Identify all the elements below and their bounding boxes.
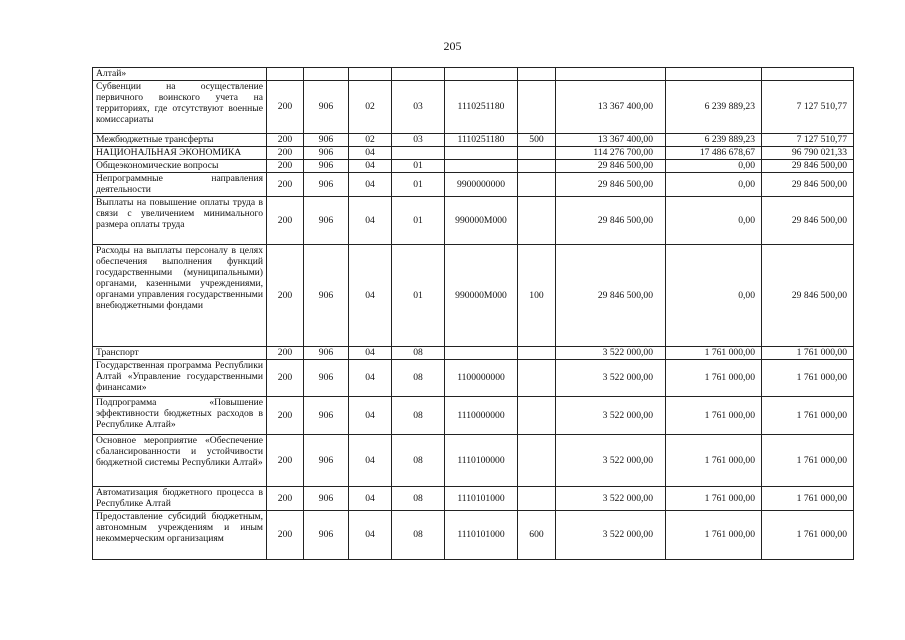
expense-type-cell — [518, 147, 556, 160]
expense-type-cell — [518, 173, 556, 197]
amount-2-cell: 17 486 678,67 — [666, 147, 762, 160]
subsection-code-cell: 03 — [392, 81, 445, 134]
amount-2-cell: 1 761 000,00 — [666, 397, 762, 435]
table-row — [93, 245, 854, 347]
row-name-cell: Транспорт — [93, 347, 267, 360]
amount-2-cell: 6 239 889,23 — [666, 81, 762, 134]
target-article-cell: 990000М000 — [445, 245, 518, 347]
ministry-code-cell: 906 — [304, 173, 349, 197]
amount-1-cell — [556, 68, 666, 81]
subsection-code-cell: 08 — [392, 360, 445, 397]
subsection-code-cell — [392, 68, 445, 81]
admin-code-cell: 200 — [267, 511, 304, 560]
row-name-cell: Расходы на выплаты персоналу в целях обеспечения выполнения функций государственными (муниципальными) органами, казенными учреждениями, органами управления государственными внебюджетными фондами — [93, 245, 267, 347]
section-code-cell: 04 — [349, 173, 392, 197]
subsection-code-cell: 01 — [392, 173, 445, 197]
admin-code-cell — [267, 68, 304, 81]
table-row — [93, 134, 854, 147]
expense-type-cell — [518, 197, 556, 245]
amount-2-cell: 1 761 000,00 — [666, 487, 762, 511]
amount-2-cell: 1 761 000,00 — [666, 347, 762, 360]
section-code-cell: 04 — [349, 197, 392, 245]
ministry-code-cell: 906 — [304, 81, 349, 134]
expense-type-cell — [518, 347, 556, 360]
table-row — [93, 360, 854, 397]
admin-code-cell: 200 — [267, 245, 304, 347]
row-name-cell: Субвенции на осуществление первичного воинского учета на территориях, где отсутствуют военные комиссариаты — [93, 81, 267, 134]
expense-type-cell: 100 — [518, 245, 556, 347]
expense-type-cell: 500 — [518, 134, 556, 147]
admin-code-cell: 200 — [267, 487, 304, 511]
admin-code-cell: 200 — [267, 173, 304, 197]
row-name-cell: Государственная программа Республики Алтай «Управление государственными финансами» — [93, 360, 267, 397]
amount-2-cell: 0,00 — [666, 245, 762, 347]
section-code-cell: 04 — [349, 397, 392, 435]
amount-2-cell: 1 761 000,00 — [666, 360, 762, 397]
amount-3-cell: 1 761 000,00 — [762, 347, 854, 360]
target-article-cell: 9900000000 — [445, 173, 518, 197]
table-row — [93, 397, 854, 435]
subsection-code-cell: 03 — [392, 134, 445, 147]
row-name-cell: Предоставление субсидий бюджетным, автономным учреждениям и иным некоммерческим организациям — [93, 511, 267, 560]
admin-code-cell: 200 — [267, 197, 304, 245]
admin-code-cell: 200 — [267, 435, 304, 487]
table-row — [93, 147, 854, 160]
target-article-cell: 1110251180 — [445, 81, 518, 134]
ministry-code-cell: 906 — [304, 245, 349, 347]
ministry-code-cell: 906 — [304, 134, 349, 147]
table-row — [93, 511, 854, 560]
subsection-code-cell: 01 — [392, 160, 445, 173]
amount-1-cell: 3 522 000,00 — [556, 347, 666, 360]
amount-1-cell: 3 522 000,00 — [556, 487, 666, 511]
ministry-code-cell: 906 — [304, 511, 349, 560]
row-name-cell: Общеэкономические вопросы — [93, 160, 267, 173]
amount-1-cell: 13 367 400,00 — [556, 134, 666, 147]
subsection-code-cell: 01 — [392, 197, 445, 245]
section-code-cell: 04 — [349, 147, 392, 160]
section-code-cell — [349, 68, 392, 81]
amount-1-cell: 3 522 000,00 — [556, 360, 666, 397]
expense-type-cell — [518, 487, 556, 511]
subsection-code-cell: 08 — [392, 511, 445, 560]
table-row — [93, 160, 854, 173]
expense-type-cell — [518, 360, 556, 397]
subsection-code-cell: 08 — [392, 487, 445, 511]
admin-code-cell: 200 — [267, 160, 304, 173]
expense-type-cell — [518, 435, 556, 487]
amount-2-cell: 0,00 — [666, 197, 762, 245]
table-row — [93, 81, 854, 134]
amount-1-cell: 114 276 700,00 — [556, 147, 666, 160]
amount-3-cell: 29 846 500,00 — [762, 197, 854, 245]
amount-1-cell: 29 846 500,00 — [556, 197, 666, 245]
amount-1-cell: 13 367 400,00 — [556, 81, 666, 134]
amount-1-cell: 29 846 500,00 — [556, 160, 666, 173]
section-code-cell: 04 — [349, 511, 392, 560]
row-name-cell: Межбюджетные трансферты — [93, 134, 267, 147]
subsection-code-cell: 08 — [392, 397, 445, 435]
target-article-cell: 1110000000 — [445, 397, 518, 435]
expense-type-cell — [518, 68, 556, 81]
target-article-cell: 1110251180 — [445, 134, 518, 147]
row-name-cell: НАЦИОНАЛЬНАЯ ЭКОНОМИКА — [93, 147, 267, 160]
ministry-code-cell: 906 — [304, 197, 349, 245]
budget-table — [92, 67, 854, 560]
amount-3-cell: 1 761 000,00 — [762, 487, 854, 511]
subsection-code-cell: 08 — [392, 347, 445, 360]
section-code-cell: 04 — [349, 435, 392, 487]
admin-code-cell: 200 — [267, 134, 304, 147]
amount-3-cell: 1 761 000,00 — [762, 397, 854, 435]
target-article-cell — [445, 147, 518, 160]
section-code-cell: 02 — [349, 81, 392, 134]
row-name-cell: Выплаты на повышение оплаты труда в связи с увеличением минимального размера оплаты труда — [93, 197, 267, 245]
ministry-code-cell — [304, 68, 349, 81]
amount-3-cell: 1 761 000,00 — [762, 435, 854, 487]
row-name-cell: Непрограммные направления деятельности — [93, 173, 267, 197]
amount-3-cell: 29 846 500,00 — [762, 173, 854, 197]
admin-code-cell: 200 — [267, 147, 304, 160]
amount-1-cell: 29 846 500,00 — [556, 245, 666, 347]
target-article-cell: 1110101000 — [445, 487, 518, 511]
amount-2-cell: 6 239 889,23 — [666, 134, 762, 147]
amount-1-cell: 29 846 500,00 — [556, 173, 666, 197]
amount-3-cell: 29 846 500,00 — [762, 245, 854, 347]
admin-code-cell: 200 — [267, 81, 304, 134]
subsection-code-cell: 01 — [392, 245, 445, 347]
section-code-cell: 04 — [349, 487, 392, 511]
section-code-cell: 04 — [349, 347, 392, 360]
subsection-code-cell — [392, 147, 445, 160]
section-code-cell: 02 — [349, 134, 392, 147]
admin-code-cell: 200 — [267, 347, 304, 360]
amount-3-cell — [762, 68, 854, 81]
target-article-cell — [445, 160, 518, 173]
section-code-cell: 04 — [349, 360, 392, 397]
section-code-cell: 04 — [349, 160, 392, 173]
amount-1-cell: 3 522 000,00 — [556, 397, 666, 435]
target-article-cell: 1100000000 — [445, 360, 518, 397]
amount-3-cell: 96 790 021,33 — [762, 147, 854, 160]
amount-2-cell: 0,00 — [666, 160, 762, 173]
amount-1-cell: 3 522 000,00 — [556, 435, 666, 487]
ministry-code-cell: 906 — [304, 435, 349, 487]
ministry-code-cell: 906 — [304, 347, 349, 360]
ministry-code-cell: 906 — [304, 397, 349, 435]
amount-3-cell: 7 127 510,77 — [762, 134, 854, 147]
amount-3-cell: 1 761 000,00 — [762, 360, 854, 397]
table-row — [93, 347, 854, 360]
ministry-code-cell: 906 — [304, 147, 349, 160]
ministry-code-cell: 906 — [304, 160, 349, 173]
expense-type-cell — [518, 160, 556, 173]
table-row — [93, 173, 854, 197]
subsection-code-cell: 08 — [392, 435, 445, 487]
amount-2-cell — [666, 68, 762, 81]
amount-3-cell: 29 846 500,00 — [762, 160, 854, 173]
target-article-cell — [445, 68, 518, 81]
row-name-cell: Основное мероприятие «Обеспечение сбалансированности и устойчивости бюджетной системы Республики Алтай» — [93, 435, 267, 487]
target-article-cell: 1110100000 — [445, 435, 518, 487]
ministry-code-cell: 906 — [304, 487, 349, 511]
expense-type-cell — [518, 81, 556, 134]
amount-1-cell: 3 522 000,00 — [556, 511, 666, 560]
row-name-cell: Подпрограмма «Повышение эффективности бюджетных расходов в Республике Алтай» — [93, 397, 267, 435]
target-article-cell — [445, 347, 518, 360]
target-article-cell: 990000М000 — [445, 197, 518, 245]
row-name-cell: Алтай» — [93, 68, 267, 81]
expense-type-cell: 600 — [518, 511, 556, 560]
page-number: 205 — [443, 39, 462, 53]
table-row — [93, 487, 854, 511]
amount-2-cell: 1 761 000,00 — [666, 511, 762, 560]
expense-type-cell — [518, 397, 556, 435]
amount-3-cell: 1 761 000,00 — [762, 511, 854, 560]
table-row — [93, 197, 854, 245]
admin-code-cell: 200 — [267, 397, 304, 435]
row-name-cell: Автоматизация бюджетного процесса в Республике Алтай — [93, 487, 267, 511]
table-row — [93, 435, 854, 487]
ministry-code-cell: 906 — [304, 360, 349, 397]
amount-2-cell: 0,00 — [666, 173, 762, 197]
table-row — [93, 68, 854, 81]
amount-2-cell: 1 761 000,00 — [666, 435, 762, 487]
admin-code-cell: 200 — [267, 360, 304, 397]
target-article-cell: 1110101000 — [445, 511, 518, 560]
section-code-cell: 04 — [349, 245, 392, 347]
amount-3-cell: 7 127 510,77 — [762, 81, 854, 134]
